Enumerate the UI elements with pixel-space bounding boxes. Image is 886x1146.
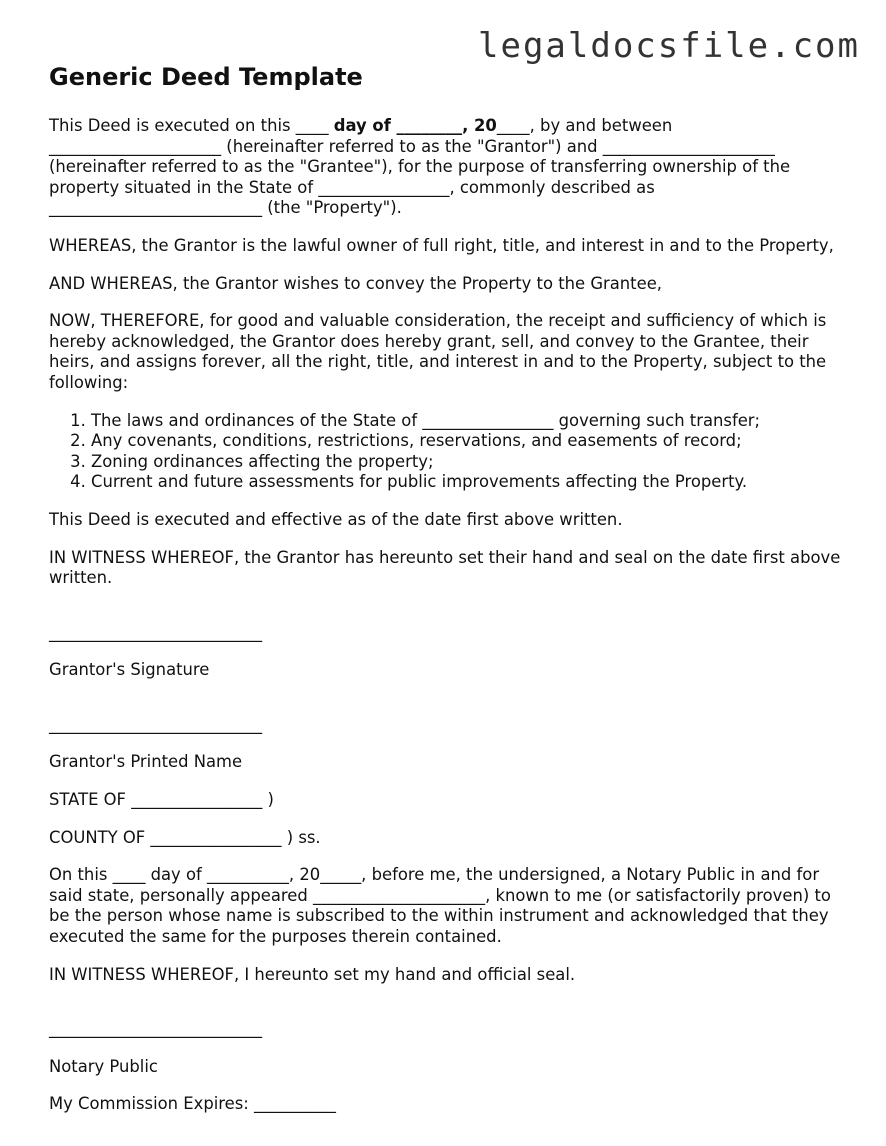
notary-public-label: Notary Public: [49, 1056, 158, 1076]
watermark: legaldocsfile.com: [478, 26, 860, 66]
grantor-witness-clause: IN WITNESS WHEREOF, the Grantor has hereunto set their hand and seal on the date first above written.: [49, 547, 841, 588]
notary-acknowledgment: On this ____ day of __________, 20_____, before me, the undersigned, a Notary Public in and for said state, personally appeared _____________________, known to me (or satisfactorily proven) to be the person whose name is subscribed to the within instrument and acknowledged that they executed the same for the purposes therein contained.: [49, 865, 831, 947]
page-title: Generic Deed Template: [49, 63, 363, 91]
document-body: [49, 60, 849, 1132]
whereas-convey: AND WHEREAS, the Grantor wishes to convey the Property to the Grantee,: [49, 273, 662, 293]
whereas-ownership: WHEREAS, the Grantor is the lawful owner of full right, title, and interest in and to the Property,: [49, 235, 834, 255]
condition-item: 4. Current and future assessments for public improvements affecting the Property.: [91, 472, 849, 493]
grantor-signature-line[interactable]: __________________________: [49, 622, 263, 642]
intro-text-start: This Deed is executed on this ____: [49, 116, 334, 135]
county-of-line: COUNTY OF ________________ ) ss.: [49, 827, 321, 847]
intro-date-bold: day of ________, 20: [333, 116, 497, 135]
effective-clause: This Deed is executed and effective as of the date first above written.: [49, 509, 623, 529]
condition-item: 3. Zoning ordinances affecting the property;: [91, 452, 849, 473]
state-of-line: STATE OF ________________ ): [49, 790, 274, 810]
notary-signature-line[interactable]: __________________________: [49, 1019, 263, 1039]
condition-item: 2. Any covenants, conditions, restrictions, reservations, and easements of record;: [91, 431, 849, 452]
condition-item: 1. The laws and ordinances of the State of ________________ governing such transfer;: [91, 411, 849, 432]
commission-expires: My Commission Expires: __________: [49, 1094, 336, 1114]
notary-witness-clause: IN WITNESS WHEREOF, I hereunto set my hand and official seal.: [49, 964, 576, 984]
grantor-signature-label: Grantor's Signature: [49, 660, 210, 680]
conditions-list: [49, 411, 849, 493]
intro-text-rest: ____, by and between _____________________ (hereinafter referred to as the "Grantor") and _____________________ (hereinafter referred to as the "Grantee"), for the purpose of transferring ownership of the property situated in the State of ________________, commonly described as __________________________ (the "Property").: [49, 116, 791, 218]
therefore-clause: NOW, THEREFORE, for good and valuable consideration, the receipt and sufficiency of which is hereby acknowledged, the Grantor does hereby grant, sell, and convey to the Grantee, their heirs, and assigns forever, all the right, title, and interest in and to the Property, subject to the following:: [49, 311, 827, 392]
grantor-name-line[interactable]: __________________________: [49, 714, 263, 734]
grantor-name-label: Grantor's Printed Name: [49, 752, 243, 772]
intro-paragraph: [49, 116, 849, 219]
